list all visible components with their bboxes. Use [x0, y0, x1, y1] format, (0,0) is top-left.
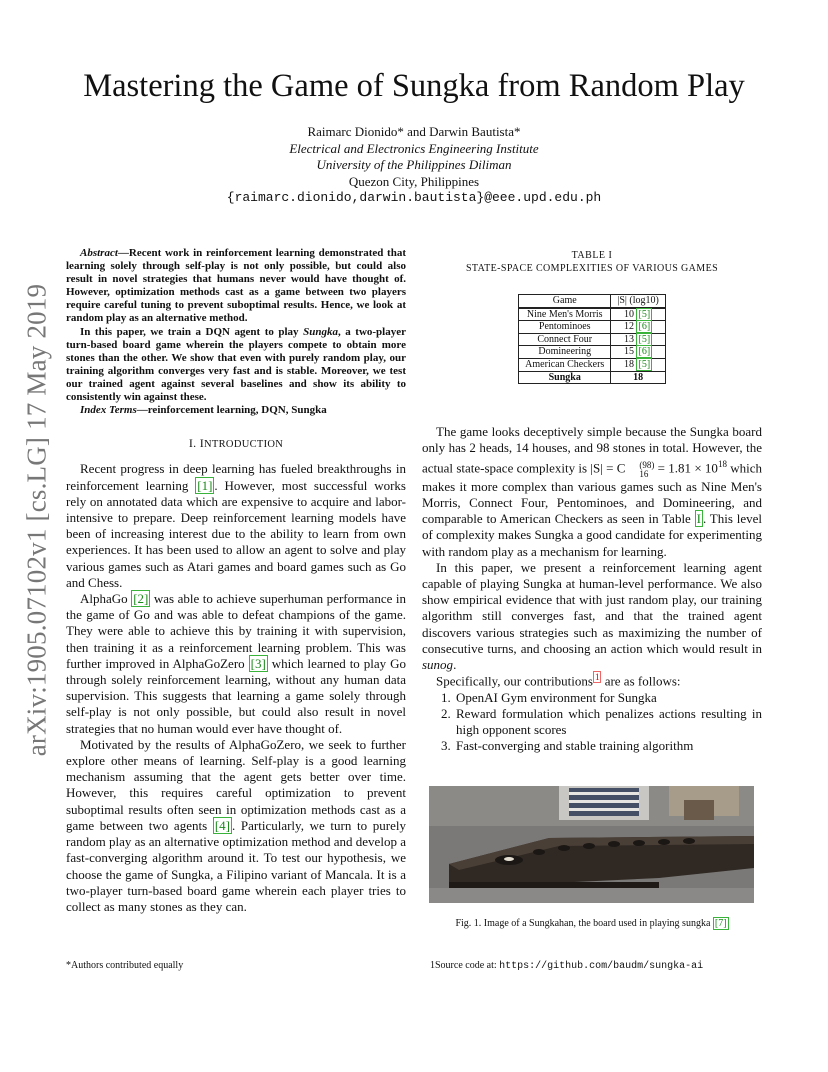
citation-link[interactable]: [1] [197, 477, 213, 493]
footnote-label: 1Source code at: [430, 960, 500, 971]
table-header-complexity: |S| (log10) [611, 295, 666, 308]
intro-paragraph-1 [66, 461, 406, 591]
citation-link[interactable]: [5] [638, 308, 651, 320]
right-p1-text-c: which makes it more complex than various games such as Nine Men's Morris, Connect Four, Pentominoes, and Domineering, and comparable to American Checkers as seen in Table [422, 460, 762, 527]
intro-p3-text-a: Motivated by the results of AlphaGoZero, we seek to further explore other means of learning. Self-play is a good learning mechanism assuming that the agent gets better over time. However, this requires careful optimization to prevent suboptimal results often seen in optimization methods cast as a game between two agents [66, 736, 406, 833]
location: Quezon City, Philippines [348, 173, 480, 189]
binomial-superscript: (98) [639, 459, 655, 470]
value-text: 10 [623, 308, 634, 320]
table-reference-link[interactable]: I [696, 511, 701, 527]
list-item: 1. OpenAI Gym environment for Sungka [454, 690, 762, 706]
citation-link[interactable]: [7] [714, 918, 727, 929]
table-cell-game: Pentominoes [519, 321, 611, 334]
intro-p1-text-a: Recent progress in deep learning has fueled breakthroughs in reinforcement learning [66, 461, 406, 493]
paper-title: Mastering the Game of Sungka from Random Play [83, 68, 745, 104]
right-p2-emphasis: sunog [422, 656, 454, 672]
abstract [66, 247, 406, 417]
footnote-source [430, 960, 703, 972]
table-cell-value [611, 358, 666, 371]
abstract-label: Abstract [80, 247, 118, 259]
table-cell-value [611, 308, 666, 321]
abstract-text-2b: , a two-player turn-based board game wherein the players compete to obtain more stones than the other. We show that even with purely random play, our training algorithm converges very fast and is stable. Moreover, we test our trained agent against several baselines and show its ability to consistently win against these. [66, 325, 406, 404]
table-row [519, 371, 666, 384]
table-row [519, 358, 666, 371]
intro-p2-text-a: AlphaGo [80, 591, 132, 607]
table-cell-game: American Checkers [519, 358, 611, 371]
intro-paragraph-2 [66, 591, 406, 737]
value-text: 13 [623, 333, 634, 345]
table-caption: STATE-SPACE COMPLEXITIES OF VARIOUS GAMES [465, 263, 719, 274]
table-row [519, 308, 666, 321]
citation-link[interactable]: [4] [214, 817, 230, 833]
exponent: 18 [717, 459, 727, 470]
citation-link[interactable]: [6] [638, 346, 651, 358]
citation-link[interactable]: [3] [250, 655, 266, 671]
table-cell-value [611, 346, 666, 359]
right-paragraph-2 [422, 560, 762, 673]
affiliation-university: University of the Philippines Diliman [316, 157, 512, 173]
intro-p3-text-b: . Particularly, we turn to purely random play as an alternative optimization method and develop a fast-converging algorithm around it. To test our hypothesis, we choose the game of Sungka, a Filipino variant of Mancala. It is a two-player turn-based board game wherein each player tries to collect as many stones as they can. [66, 817, 406, 914]
author-block [0, 124, 828, 207]
sungkahan-photo [429, 786, 754, 903]
right-p2-text-b: . [453, 656, 457, 672]
abstract-text-2a: In this paper, we train a DQN agent to play [80, 325, 304, 338]
right-column [422, 424, 762, 755]
table-cell-game: Nine Men's Morris [519, 308, 611, 321]
section-title-initial: I [199, 436, 205, 451]
table-cell-value [611, 333, 666, 346]
value-text: 18 [623, 358, 634, 370]
index-terms-label: Index Terms [80, 404, 137, 417]
table-cell-value: 18 [611, 371, 666, 384]
contributions-list [422, 690, 762, 755]
figure-sungkahan-image [429, 786, 754, 903]
list-item: 2. Reward formulation which penalizes actions resulting in high opponent scores [454, 706, 762, 738]
citation-link[interactable]: [6] [638, 321, 651, 333]
right-p2-text-a: In this paper, we present a reinforcement learning agent capable of playing Sungka at human-level performance. We also show empirical evidence that with just random play, our training algorithm still converges fast, and that the trained agent discovers various strategies such as maximizing the number of consecutive turns, and choosing an action which would result in [422, 559, 762, 656]
affiliation-institute: Electrical and Electronics Engineering Institute [289, 140, 539, 156]
index-terms: —reinforcement learning, DQN, Sungka [136, 404, 327, 417]
arxiv-identifier: arXiv:1905.07102v1 [cs.LG] 17 May 2019 [21, 283, 52, 757]
figure-caption-text: Fig. 1. Image of a Sungkahan, the board used in playing sungka [455, 918, 713, 929]
table-cell-game: Connect Four [519, 333, 611, 346]
value-text: 12 [623, 321, 634, 333]
table-row [519, 333, 666, 346]
right-p3-text-b: are as follows: [601, 673, 681, 689]
right-paragraph-3 [422, 673, 762, 690]
right-paragraph-1 [422, 424, 762, 560]
arxiv-stamp [22, 280, 52, 760]
abstract-text: —Recent work in reinforcement learning demonstrated that learning solely through self-play is not only possible, but could also result in novel strategies that humans never would have thought of. However, optimization methods cast as a game between two players require careful tuning to prevent suboptimal results. Hence, we look at random play as an alternative method. [66, 247, 406, 325]
table-row [519, 346, 666, 359]
complexity-table [518, 294, 666, 384]
source-code-url[interactable]: https://github.com/baudm/sungka-ai [499, 961, 704, 972]
citation-link[interactable]: [5] [638, 333, 651, 345]
intro-p2-text-c: which learned to play Go through solely reinforcement learning, without any human data supervision. This suggests that learning a game solely through self-play is not only possible, but could also result in novel strategies that no human would ever have thought of. [66, 655, 406, 736]
citation-link[interactable]: [5] [638, 358, 651, 370]
section-number: I. [188, 436, 200, 451]
table-label: TABLE I [571, 250, 613, 261]
right-p3-text-a: Specifically, our contributions [436, 673, 593, 689]
right-p1-text-b: = 1.81 × 10 [654, 460, 718, 476]
authors: Raimarc Dionido* and Darwin Bautista* [307, 124, 521, 139]
table-cell-game: Sungka [519, 371, 611, 384]
footnote-authors: *Authors contributed equally [66, 960, 184, 971]
table-header-game: Game [519, 295, 611, 308]
right-p1-text-d: . This level of complexity makes Sungka a good candidate for experimenting with random play as a mechanism for learning. [422, 511, 762, 559]
left-column [66, 247, 406, 915]
list-item: 3. Fast-converging and stable training algorithm [454, 738, 762, 754]
figure-caption [422, 918, 762, 929]
table-cell-game: Domineering [519, 346, 611, 359]
table-row [519, 321, 666, 334]
section-title-rest: NTRODUCTION [204, 439, 284, 451]
right-p1-text-a: The game looks deceptively simple because the Sungka board only has 2 heads, 14 houses, and 98 stones in total. However, the actual state-space complexity is |S| = C [422, 424, 762, 476]
citation-link[interactable]: [2] [133, 591, 149, 607]
intro-p2-text-b: was able to achieve superhuman performance in the game of Go and was able to defeat champions of the game. They were able to achieve this by training it with supervision, then training it as a reinforcement learning problem. This was further improved in AlphaGoZero [66, 591, 406, 671]
section-heading-introduction [66, 435, 406, 453]
intro-p1-text-b: . However, most successful works rely on annotated data which are expensive to acquire and labor-intensive to prepare. Deep reinforcement learning models have been of increasing interest due to the ability to learn from own experiences. It has been used to allow an agent to solve and play various games such as Atari games and board games such as Go and Chess. [66, 477, 406, 590]
footnote-link[interactable]: 1 [594, 672, 600, 683]
intro-paragraph-3 [66, 737, 406, 915]
abstract-emphasis: Sungka [303, 325, 338, 338]
table-block [422, 250, 762, 384]
author-emails: {raimarc.dionido,darwin.bautista}@eee.upd.edu.ph [226, 190, 602, 206]
table-cell-value [611, 321, 666, 334]
value-text: 15 [623, 346, 634, 358]
binomial-subscript: 16 [639, 468, 649, 479]
